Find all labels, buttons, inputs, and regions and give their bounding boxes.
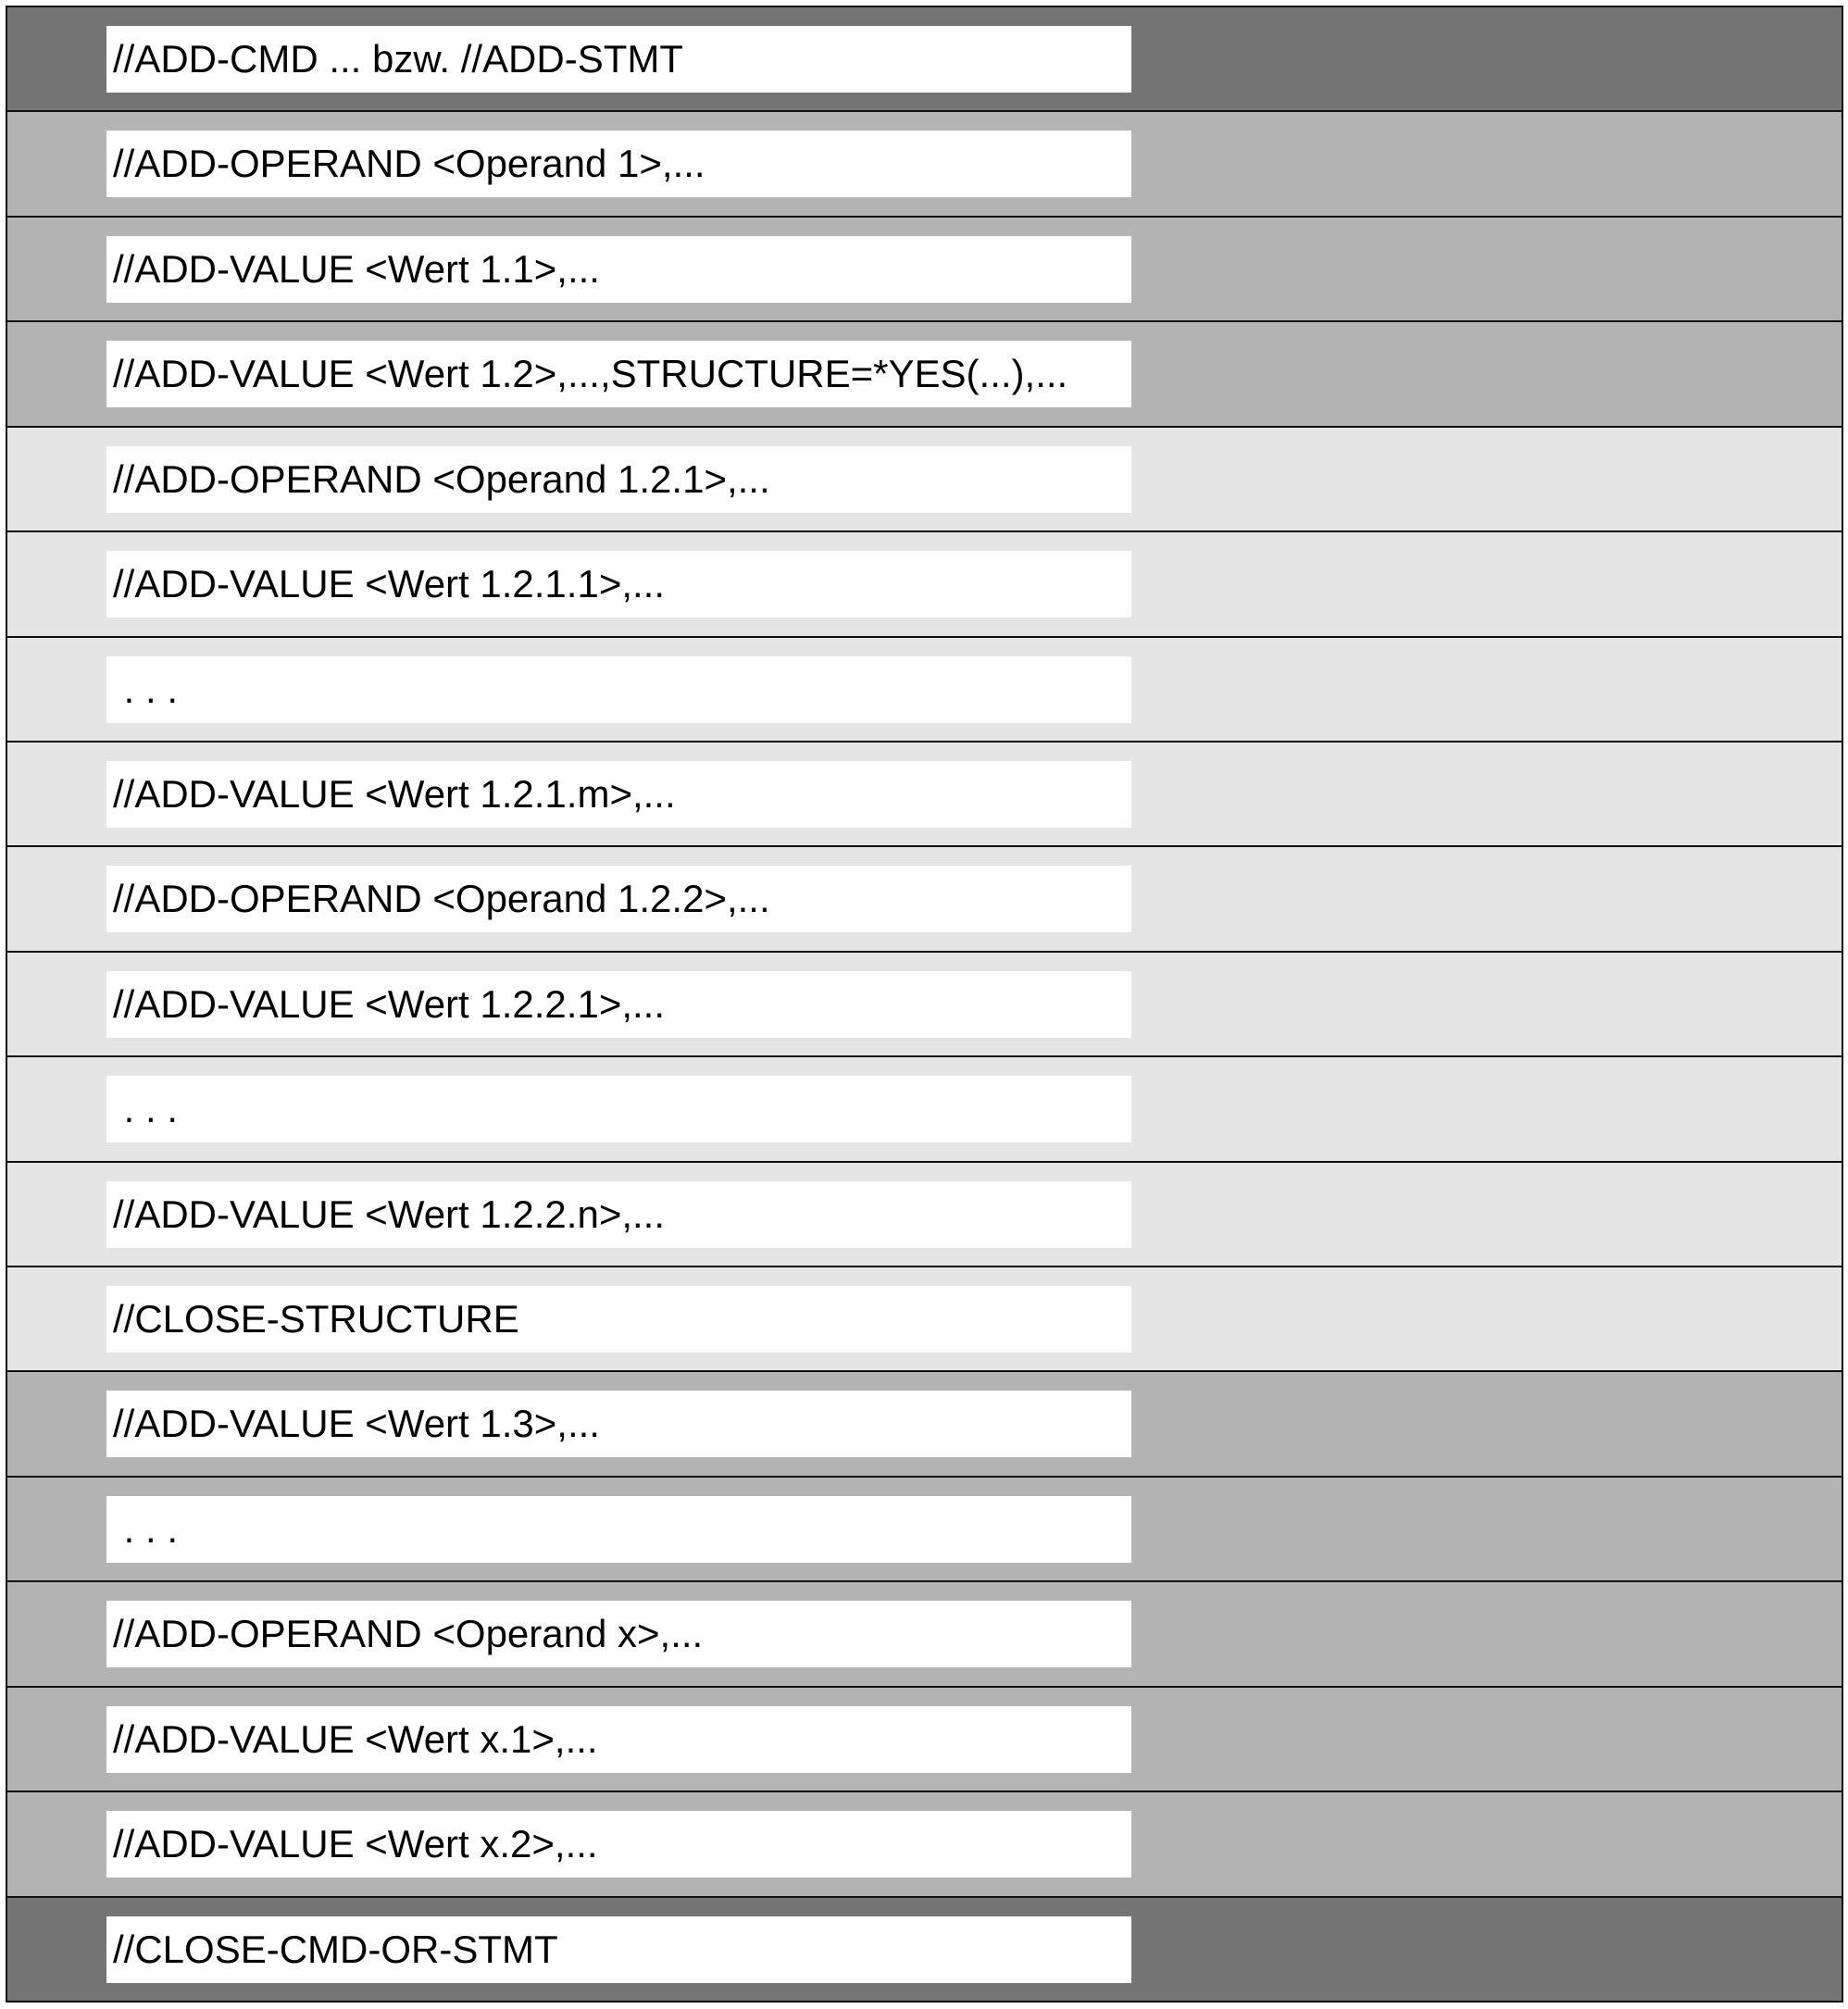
statement-box [106, 1181, 1131, 1248]
statement-text: //ADD-VALUE <Wert 1.2.2.1>,... [113, 981, 666, 1026]
statement-row [7, 1372, 1842, 1477]
statement-text: //ADD-OPERAND <Operand 1.2.1>,... [113, 456, 770, 501]
statement-text: //ADD-VALUE <Wert x.2>,... [113, 1822, 598, 1866]
statement-text: //ADD-VALUE <Wert 1.2.1.m>,... [113, 771, 676, 816]
statement-box [106, 551, 1131, 618]
statement-row [7, 847, 1842, 952]
statement-box [106, 1706, 1131, 1773]
statement-row [7, 428, 1842, 532]
statement-text: //ADD-VALUE <Wert 1.2.1.1>,... [113, 562, 666, 606]
statement-row [7, 1898, 1842, 2001]
statement-text: //ADD-OPERAND <Operand x>,... [113, 1612, 704, 1656]
statement-box [106, 761, 1131, 828]
statement-row [7, 1582, 1842, 1687]
statement-text: //ADD-VALUE <Wert 1.2>,...,STRUCTURE=*YES(...),... [113, 352, 1068, 396]
statement-box [106, 26, 1131, 93]
statement-row [7, 532, 1842, 637]
statement-box [106, 1916, 1131, 1983]
statement-row [7, 1478, 1842, 1582]
statement-text: //ADD-CMD ... bzw. //ADD-STMT [113, 37, 684, 81]
statement-row [7, 1688, 1842, 1792]
statement-box [106, 236, 1131, 303]
statement-row [7, 1057, 1842, 1162]
statement-row [7, 112, 1842, 217]
statement-box [106, 1811, 1131, 1878]
statement-text: //ADD-VALUE <Wert 1.1>,... [113, 246, 600, 291]
statement-text: //CLOSE-CMD-OR-STMT [113, 1927, 558, 1971]
statement-box [106, 866, 1131, 932]
statement-text: //ADD-VALUE <Wert x.1>,... [113, 1716, 598, 1761]
statement-row [7, 953, 1842, 1057]
statement-box [106, 1391, 1131, 1457]
statement-row [7, 7, 1842, 112]
statement-box [106, 341, 1131, 407]
statement-box [106, 1076, 1131, 1142]
statement-text: //ADD-OPERAND <Operand 1.2.2>,... [113, 877, 770, 921]
statement-box [106, 446, 1131, 513]
statement-row [7, 742, 1842, 847]
statement-text: //ADD-VALUE <Wert 1.3>,... [113, 1402, 600, 1446]
statement-row [7, 1792, 1842, 1897]
ellipsis-text: . . . [113, 1087, 179, 1131]
statement-row [7, 1163, 1842, 1267]
statement-box [106, 1496, 1131, 1563]
statement-row [7, 1267, 1842, 1372]
statement-row [7, 638, 1842, 742]
statement-row [7, 322, 1842, 427]
statement-box [106, 971, 1131, 1038]
statement-text: //ADD-VALUE <Wert 1.2.2.n>,... [113, 1192, 666, 1236]
statement-box [106, 1286, 1131, 1353]
statement-structure-diagram [6, 6, 1843, 2003]
ellipsis-text: . . . [113, 1506, 179, 1551]
ellipsis-text: . . . [113, 667, 179, 711]
statement-box [106, 1601, 1131, 1667]
statement-row [7, 218, 1842, 322]
statement-box [106, 656, 1131, 723]
statement-text: //ADD-OPERAND <Operand 1>,... [113, 142, 705, 186]
statement-text: //CLOSE-STRUCTURE [113, 1297, 519, 1341]
statement-box [106, 131, 1131, 197]
